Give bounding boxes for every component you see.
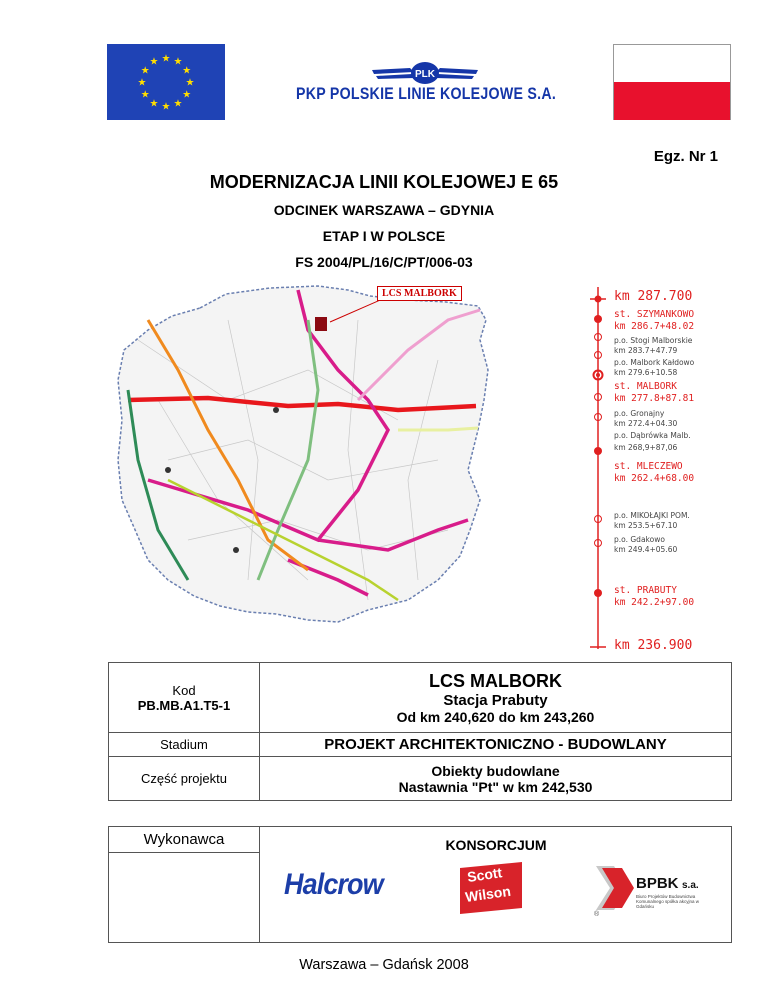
- eu-star: ★: [140, 89, 150, 101]
- consortium-label: KONSORCJUM: [445, 837, 547, 853]
- station-name: st. MALBORK: [614, 381, 677, 392]
- polish-flag-logo: [613, 44, 731, 120]
- lcs-malbork-label: LCS MALBORK: [377, 286, 462, 301]
- lcs-marker: [315, 317, 327, 331]
- stop-km: km 268,9+87,06: [614, 443, 678, 452]
- part-value-line-2: Nastawnia "Pt" w km 242,530: [398, 778, 593, 795]
- eu-star: ★: [173, 56, 183, 68]
- eu-star: ★: [182, 89, 192, 101]
- eu-stars-icon: [107, 44, 225, 120]
- document-section: ODCINEK WARSZAWA – GDYNIA: [273, 202, 495, 218]
- station-km: km 262.4+68.00: [614, 473, 695, 484]
- stadium-cell: [109, 733, 260, 757]
- document-code: FS 2004/PL/16/C/PT/006-03: [295, 254, 473, 270]
- eu-star: ★: [149, 56, 159, 68]
- halcrow-logo: Halcrow: [284, 868, 383, 901]
- stadium-value-cell: [260, 733, 732, 757]
- copy-number: Egz. Nr 1: [653, 148, 718, 165]
- railway-map: [108, 280, 498, 632]
- code-value: PB.MB.A1.T5-1: [137, 697, 231, 713]
- svg-text:®: ®: [594, 911, 600, 918]
- object-range: Od km 240,620 do km 243,260: [396, 708, 595, 725]
- stop-name: p.o. Malbork Kałdowo: [614, 358, 695, 367]
- eu-star: ★: [161, 53, 171, 65]
- eu-flag-logo: [107, 44, 225, 120]
- document-stage: ETAP I W POLSCE: [322, 228, 446, 244]
- contractor-label: Wykonawca: [109, 827, 259, 853]
- code-label: Kod: [172, 682, 196, 698]
- stop-km: km 253.5+67.10: [614, 521, 678, 530]
- stadium-value: PROJEKT ARCHITEKTONICZNO - BUDOWLANY: [324, 736, 667, 753]
- bpbk-description: Biuro Projektów Budownictwa Komunalnego spółka akcyjna w Gdańsku: [636, 894, 700, 909]
- stop-name: p.o. Gronajny: [614, 409, 665, 418]
- bpbk-logo: [592, 858, 732, 918]
- eu-star: ★: [137, 77, 147, 89]
- part-cell: [109, 757, 260, 801]
- scott-wilson-logo: [456, 860, 526, 916]
- document-title: MODERNIZACJA LINII KOLEJOWEJ E 65: [209, 172, 559, 192]
- stadium-label: Stadium: [160, 737, 208, 752]
- eu-star: ★: [149, 98, 159, 110]
- stop-name: p.o. Dąbrówka Malb.: [614, 431, 691, 440]
- plk-logo-text: PLK: [415, 69, 435, 80]
- stop-name: p.o. Stogi Malborskie: [614, 336, 693, 345]
- eu-star: ★: [182, 65, 192, 77]
- object-title: LCS MALBORK: [429, 670, 562, 691]
- company-name: PKP POLSKIE LINIE KOLEJOWE S.A.: [296, 85, 557, 103]
- station-km: km 277.8+87.81: [614, 393, 695, 404]
- eu-star: ★: [161, 101, 171, 113]
- station-name: st. MLECZEWO: [614, 461, 683, 472]
- km-end: km 236.900: [614, 638, 693, 653]
- stop-km: km 272.4+04.30: [614, 419, 678, 428]
- stop-km: km 249.4+05.60: [614, 545, 678, 554]
- eu-star: ★: [173, 98, 183, 110]
- bpbk-sa-text: s.a.: [682, 880, 699, 891]
- part-value-cell: [260, 757, 732, 801]
- km-start: km 287.700: [614, 289, 693, 304]
- eu-star: ★: [185, 77, 195, 89]
- place-and-year: Warszawa – Gdańsk 2008: [299, 957, 469, 973]
- scott-text: Scott: [466, 864, 504, 885]
- station-name: st. SZYMANKOWO: [614, 309, 695, 320]
- object-subtitle: Stacja Prabuty: [443, 691, 548, 709]
- station-name: st. PRABUTY: [614, 585, 677, 596]
- bpbk-text: BPBK: [636, 875, 679, 892]
- stop-name: p.o. MIKOŁAJKI POM.: [614, 511, 690, 520]
- stop-km: km 279.6+10.58: [614, 368, 678, 377]
- station-km: km 286.7+48.02: [614, 321, 695, 332]
- stop-name: p.o. Gdakowo: [614, 535, 665, 544]
- wilson-text: Wilson: [464, 882, 512, 905]
- part-value-line-1: Obiekty budowlane: [431, 762, 560, 779]
- eu-star: ★: [140, 65, 150, 77]
- poland-outline: [118, 286, 488, 622]
- contractor-column: [109, 827, 260, 942]
- project-info-table: [108, 662, 732, 801]
- stop-km: km 283.7+47.79: [614, 346, 678, 355]
- station-km: km 242.2+97.00: [614, 597, 695, 608]
- part-label: Część projektu: [141, 771, 227, 786]
- object-cell: [260, 663, 732, 733]
- km-column: [584, 285, 744, 655]
- code-cell: [109, 663, 260, 733]
